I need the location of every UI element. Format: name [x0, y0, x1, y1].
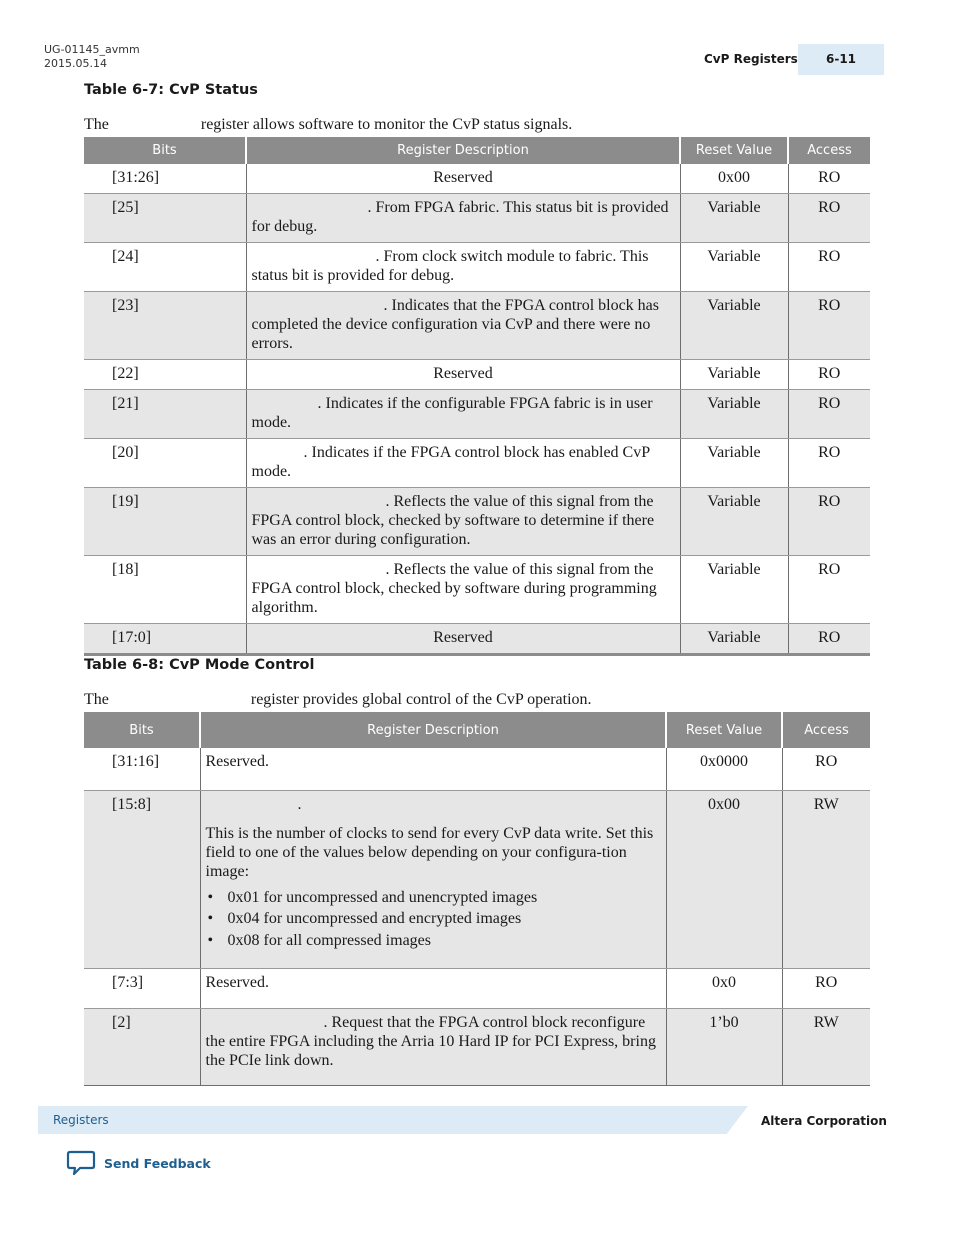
- table1-intro: [84, 116, 572, 134]
- bits-cell: [19]: [84, 488, 246, 556]
- description-text: . Indicates that the FPGA control block has completed the device configuration via CvP and there were no errors.: [251, 297, 660, 352]
- column-header-access: Access: [782, 712, 870, 748]
- access-cell: RO: [788, 243, 870, 292]
- access-cell: RW: [782, 1008, 870, 1085]
- table2-intro-before: The: [84, 691, 109, 708]
- table-row: [84, 556, 870, 624]
- cvp-status-table: [84, 137, 870, 656]
- bits-cell: [2]: [84, 1008, 200, 1085]
- table-row: [84, 748, 870, 790]
- table-row: [84, 790, 870, 968]
- description-text: . Reflects the value of this signal from the FPGA control block, checked by software during programming algorithm.: [251, 561, 657, 616]
- table-row: [84, 360, 870, 390]
- table2-intro: [84, 691, 592, 709]
- column-header-description: Register Description: [200, 712, 666, 748]
- options-list: [206, 887, 661, 952]
- access-cell: RO: [788, 194, 870, 243]
- description-text: . Indicates if the configurable FPGA fabric is in user mode.: [251, 395, 653, 431]
- page-number: 6-11: [798, 44, 884, 75]
- access-cell: RO: [782, 748, 870, 790]
- reset-value-cell: Variable: [680, 360, 788, 390]
- send-feedback-link[interactable]: [66, 1150, 211, 1177]
- reset-value-cell: Variable: [680, 439, 788, 488]
- bits-cell: [15:8]: [84, 790, 200, 968]
- table2-title: Table 6-8: CvP Mode Control: [84, 657, 315, 673]
- table-row: [84, 439, 870, 488]
- reset-value-cell: Variable: [680, 194, 788, 243]
- document-id: UG-01145_avmm: [44, 43, 140, 56]
- table1-intro-before: The: [84, 116, 109, 133]
- reset-value-cell: 0x00: [666, 790, 782, 968]
- bits-cell: [20]: [84, 439, 246, 488]
- reset-value-cell: Variable: [680, 624, 788, 655]
- reset-value-cell: 1’b0: [666, 1008, 782, 1085]
- access-cell: RO: [788, 292, 870, 360]
- table-row: [84, 194, 870, 243]
- access-cell: RO: [788, 556, 870, 624]
- column-header-bits: Bits: [84, 712, 200, 748]
- reset-value-cell: 0x00: [680, 164, 788, 194]
- table2-intro-after: register provides global control of the CvP operation.: [250, 691, 592, 708]
- access-cell: RO: [788, 360, 870, 390]
- list-item: • 0x08 for all compressed images: [206, 930, 661, 952]
- reset-value-cell: 0x0: [666, 968, 782, 1008]
- bits-cell: [7:3]: [84, 968, 200, 1008]
- send-feedback-label[interactable]: Send Feedback: [104, 1156, 211, 1171]
- table1-intro-after: register allows software to monitor the CvP status signals.: [200, 116, 573, 133]
- description-text: . From FPGA fabric. This status bit is provided for debug.: [251, 199, 669, 235]
- feedback-icon: [66, 1150, 96, 1177]
- access-cell: RW: [782, 790, 870, 968]
- bits-cell: [25]: [84, 194, 246, 243]
- description-cell: Reserved: [246, 624, 680, 655]
- bits-cell: [21]: [84, 390, 246, 439]
- description-lead: .: [297, 795, 302, 813]
- access-cell: RO: [788, 439, 870, 488]
- bits-cell: [17:0]: [84, 624, 246, 655]
- reset-value-cell: Variable: [680, 488, 788, 556]
- table-row: [84, 292, 870, 360]
- list-item: • 0x01 for uncompressed and unencrypted images: [206, 887, 661, 909]
- header-section-title: CvP Registers: [704, 52, 798, 66]
- description-cell: Reserved: [246, 360, 680, 390]
- description-text: This is the number of clocks to send for every CvP data write. Set this field to one of the values below depending on your configura-tion image:: [205, 824, 654, 880]
- table-row: [84, 488, 870, 556]
- footer-band: [38, 1106, 748, 1134]
- table-row: [84, 1008, 870, 1085]
- column-header-reset-value: Reset Value: [680, 137, 788, 164]
- reset-value-cell: Variable: [680, 243, 788, 292]
- description-text: . Request that the FPGA control block reconfigure the entire FPGA including the Arria 10 Hard IP for PCI Express, bring the PCIe link down.: [205, 1013, 656, 1069]
- bits-cell: [31:16]: [84, 748, 200, 790]
- access-cell: RO: [782, 968, 870, 1008]
- bits-cell: [31:26]: [84, 164, 246, 194]
- table-row: [84, 624, 870, 655]
- bits-cell: [23]: [84, 292, 246, 360]
- description-cell: [246, 194, 680, 243]
- document-date: 2015.05.14: [44, 57, 107, 70]
- description-cell: [200, 790, 666, 968]
- reset-value-cell: 0x0000: [666, 748, 782, 790]
- document-id-block: [44, 43, 140, 71]
- description-cell: Reserved.: [200, 968, 666, 1008]
- access-cell: RO: [788, 164, 870, 194]
- access-cell: RO: [788, 390, 870, 439]
- column-header-description: Register Description: [246, 137, 680, 164]
- table1-title: Table 6-7: CvP Status: [84, 82, 258, 98]
- description-cell: [246, 439, 680, 488]
- description-cell: [246, 390, 680, 439]
- footer-company: Altera Corporation: [761, 1114, 887, 1128]
- description-text: . Indicates if the FPGA control block has enabled CvP mode.: [251, 444, 650, 480]
- column-header-access: Access: [788, 137, 870, 164]
- table-row: [84, 243, 870, 292]
- access-cell: RO: [788, 624, 870, 655]
- list-item: • 0x04 for uncompressed and encrypted images: [206, 908, 661, 930]
- description-cell: [246, 292, 680, 360]
- description-cell: Reserved: [246, 164, 680, 194]
- table-row: [84, 164, 870, 194]
- cvp-mode-control-table: [84, 712, 870, 1086]
- reset-value-cell: Variable: [680, 556, 788, 624]
- bits-cell: [22]: [84, 360, 246, 390]
- description-text: . Reflects the value of this signal from the FPGA control block, checked by software to determine if there was an error during configuration.: [251, 493, 655, 548]
- table-row: [84, 390, 870, 439]
- description-cell: [246, 556, 680, 624]
- reset-value-cell: Variable: [680, 292, 788, 360]
- description-cell: [200, 1008, 666, 1085]
- table-row: [84, 968, 870, 1008]
- bits-cell: [18]: [84, 556, 246, 624]
- reset-value-cell: Variable: [680, 390, 788, 439]
- bits-cell: [24]: [84, 243, 246, 292]
- column-header-bits: Bits: [84, 137, 246, 164]
- column-header-reset-value: Reset Value: [666, 712, 782, 748]
- description-cell: Reserved.: [200, 748, 666, 790]
- description-text: . From clock switch module to fabric. This status bit is provided for debug.: [251, 248, 649, 284]
- access-cell: RO: [788, 488, 870, 556]
- footer-section-link[interactable]: Registers: [53, 1113, 109, 1127]
- description-cell: [246, 488, 680, 556]
- description-cell: [246, 243, 680, 292]
